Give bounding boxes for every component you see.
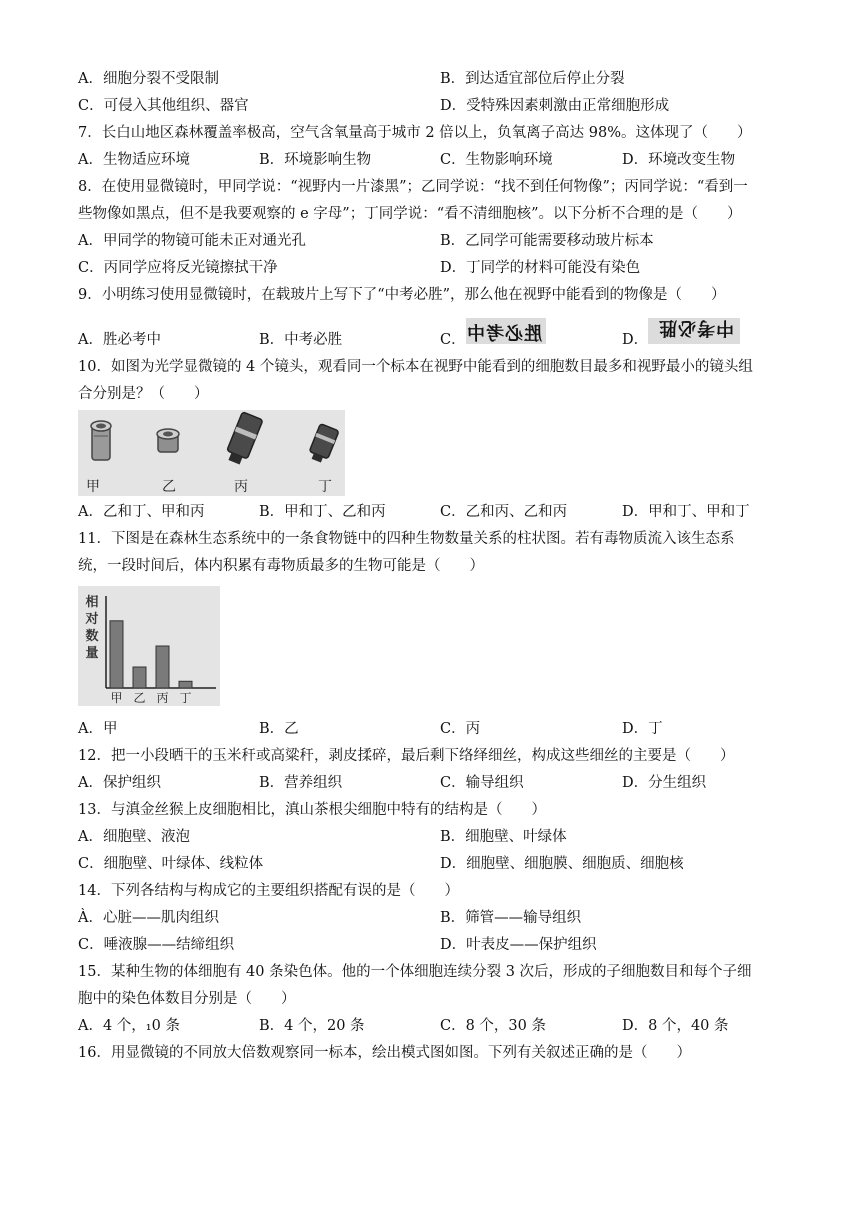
q7-option-a: A．生物适应环境 — [78, 152, 190, 168]
q11-option-c: C．丙 — [440, 721, 481, 737]
q11-option-d: D．丁 — [622, 721, 663, 737]
q10-stem-line2: 合分别是？（ ） — [78, 386, 209, 402]
bar-chart — [78, 586, 220, 706]
q8-stem-line2: 些物像如黑点，但不是我要观察的 e 字母”；丁同学说：“看不清细胞核”。以下分析不合理的是（ ） — [78, 206, 742, 222]
rotated-text-d: 中考必胜 — [658, 317, 734, 338]
bar-丙 — [156, 646, 169, 688]
q9-option-b: B．中考必胜 — [259, 332, 343, 348]
y-label-char: 数 — [85, 629, 99, 644]
mirrored-text-c: 胜必考中 — [466, 324, 542, 345]
q7-option-c: C．生物影响环境 — [440, 152, 553, 168]
q7-stem: 7．长白山地区森林覆盖率极高，空气含氧量高于城市 2 倍以上，负氧离子高达 98%。这体现了（ ） — [78, 125, 752, 141]
q9-option-c: C． — [440, 332, 466, 348]
q13-option-a: A．细胞壁、液泡 — [78, 829, 190, 845]
lens-ding-icon — [307, 424, 339, 465]
q15-option-a: A．4 个，₁0 条 — [78, 1018, 180, 1034]
q14-option-c: C．唾液腺——结缔组织 — [78, 937, 235, 953]
bar-乙 — [133, 667, 146, 688]
q12-option-d: D．分生组织 — [622, 775, 707, 791]
x-tick-label: 丙 — [156, 691, 169, 705]
q10-option-b: B．甲和丁、乙和丙 — [259, 504, 386, 520]
q11-option-a: A．甲 — [78, 721, 118, 737]
q15-option-b: B．4 个，20 条 — [259, 1018, 365, 1034]
q9-image-d — [648, 318, 740, 344]
q6-option-c: C．可侵入其他组织、器官 — [78, 98, 249, 114]
q9-image-c — [466, 318, 546, 344]
lens-drawing — [78, 410, 345, 496]
bar-chart-figure — [78, 586, 220, 706]
q14-option-b: B．筛管——输导组织 — [440, 910, 582, 926]
q8-stem-line1: 8．在使用显微镜时，甲同学说：“视野内一片漆黑”；乙同学说：“找不到任何物像”；丙同学说：“看到一 — [78, 179, 748, 195]
q6-option-d: D．受特殊因素刺激由正常细胞形成 — [440, 98, 670, 114]
q6-option-b: B．到达适宜部位后停止分裂 — [440, 71, 625, 87]
lens-label-ding: 丁 — [318, 479, 332, 495]
q7-option-d: D．环境改变生物 — [622, 152, 736, 168]
q15-option-d: D．8 个，40 条 — [622, 1018, 729, 1034]
q13-stem: 13．与滇金丝猴上皮细胞相比，滇山茶根尖细胞中特有的结构是（ ） — [78, 802, 546, 818]
q13-option-b: B．细胞壁、叶绿体 — [440, 829, 567, 845]
y-label-char: 量 — [85, 646, 99, 661]
q10-option-c: C．乙和丙、乙和丙 — [440, 504, 568, 520]
q15-stem-line1: 15．某种生物的体细胞有 40 条染色体。他的一个体细胞连续分裂 3 次后，形成的子细胞数目和每个子细 — [78, 964, 752, 980]
q8-option-a: A．甲同学的物镜可能未正对通光孔 — [78, 233, 306, 249]
q10-option-d: D．甲和丁、甲和丁 — [622, 504, 750, 520]
q11-option-b: B．乙 — [259, 721, 299, 737]
q8-option-c: C．丙同学应将反光镜擦拭干净 — [78, 260, 278, 276]
q9-option-a: A．胜必考中 — [78, 332, 161, 348]
q9-stem: 9．小明练习使用显微镜时，在载玻片上写下了“中考必胜”，那么他在视野中能看到的物像是（ ） — [78, 287, 726, 303]
x-tick-label: 甲 — [110, 691, 123, 705]
q12-option-b: B．营养组织 — [259, 775, 343, 791]
q9-option-d: D． — [622, 332, 649, 348]
y-axis-label — [84, 594, 98, 661]
q6-option-a: A．细胞分裂不受限制 — [78, 71, 219, 87]
q8-option-b: B．乙同学可能需要移动玻片标本 — [440, 233, 654, 249]
lens-jia-icon — [91, 421, 111, 460]
y-label-char: 对 — [85, 612, 99, 627]
q14-stem: 14．下列各结构与构成它的主要组织搭配有误的是（ ） — [78, 883, 459, 899]
y-label-char: 相 — [85, 595, 99, 610]
q10-stem-line1: 10．如图为光学显微镜的 4 个镜头，观看同一个标本在视野中能看到的细胞数目最多和视野最小的镜头组 — [78, 359, 753, 375]
q15-option-c: C．8 个，30 条 — [440, 1018, 546, 1034]
q11-stem-line2: 统，一段时间后，体内积累有毒物质最多的生物可能是（ ） — [78, 558, 484, 574]
q15-stem-line2: 胞中的染色体数目分别是（ ） — [78, 991, 296, 1007]
lens-label-jia: 甲 — [86, 479, 100, 495]
lens-yi-icon — [157, 429, 179, 452]
q16-stem: 16．用显微镜的不同放大倍数观察同一标本，绘出模式图如图。下列有关叙述正确的是（ ） — [78, 1045, 691, 1061]
x-tick-label: 乙 — [133, 691, 146, 705]
lens-label-bing: 丙 — [234, 479, 248, 495]
bar-丁 — [179, 681, 192, 688]
x-tick-label: 丁 — [179, 691, 192, 705]
bar-甲 — [110, 621, 123, 688]
q8-option-d: D．丁同学的材料可能没有染色 — [440, 260, 641, 276]
q13-option-d: D．细胞壁、细胞膜、细胞质、细胞核 — [440, 856, 684, 872]
q14-option-d: D．叶表皮——保护组织 — [440, 937, 597, 953]
q14-option-a: À．心脏——肌肉组织 — [78, 910, 219, 926]
q7-option-b: B．环境影响生物 — [259, 152, 372, 168]
q13-option-c: C．细胞壁、叶绿体、线粒体 — [78, 856, 264, 872]
q12-option-c: C．输导组织 — [440, 775, 524, 791]
lens-bing-icon — [224, 412, 263, 467]
q10-option-a: A．乙和丁、甲和丙 — [78, 504, 205, 520]
lens-figure — [78, 410, 345, 496]
q12-stem: 12．把一小段晒干的玉米秆或高粱秆，剥皮揉碎，最后剩下络绎细丝，构成这些细丝的主要是（ ） — [78, 748, 735, 764]
lens-label-yi: 乙 — [162, 479, 176, 495]
q12-option-a: A．保护组织 — [78, 775, 161, 791]
q11-stem-line1: 11．下图是在森林生态系统中的一条食物链中的四种生物数量关系的柱状图。若有毒物质流入该生态系 — [78, 531, 735, 547]
